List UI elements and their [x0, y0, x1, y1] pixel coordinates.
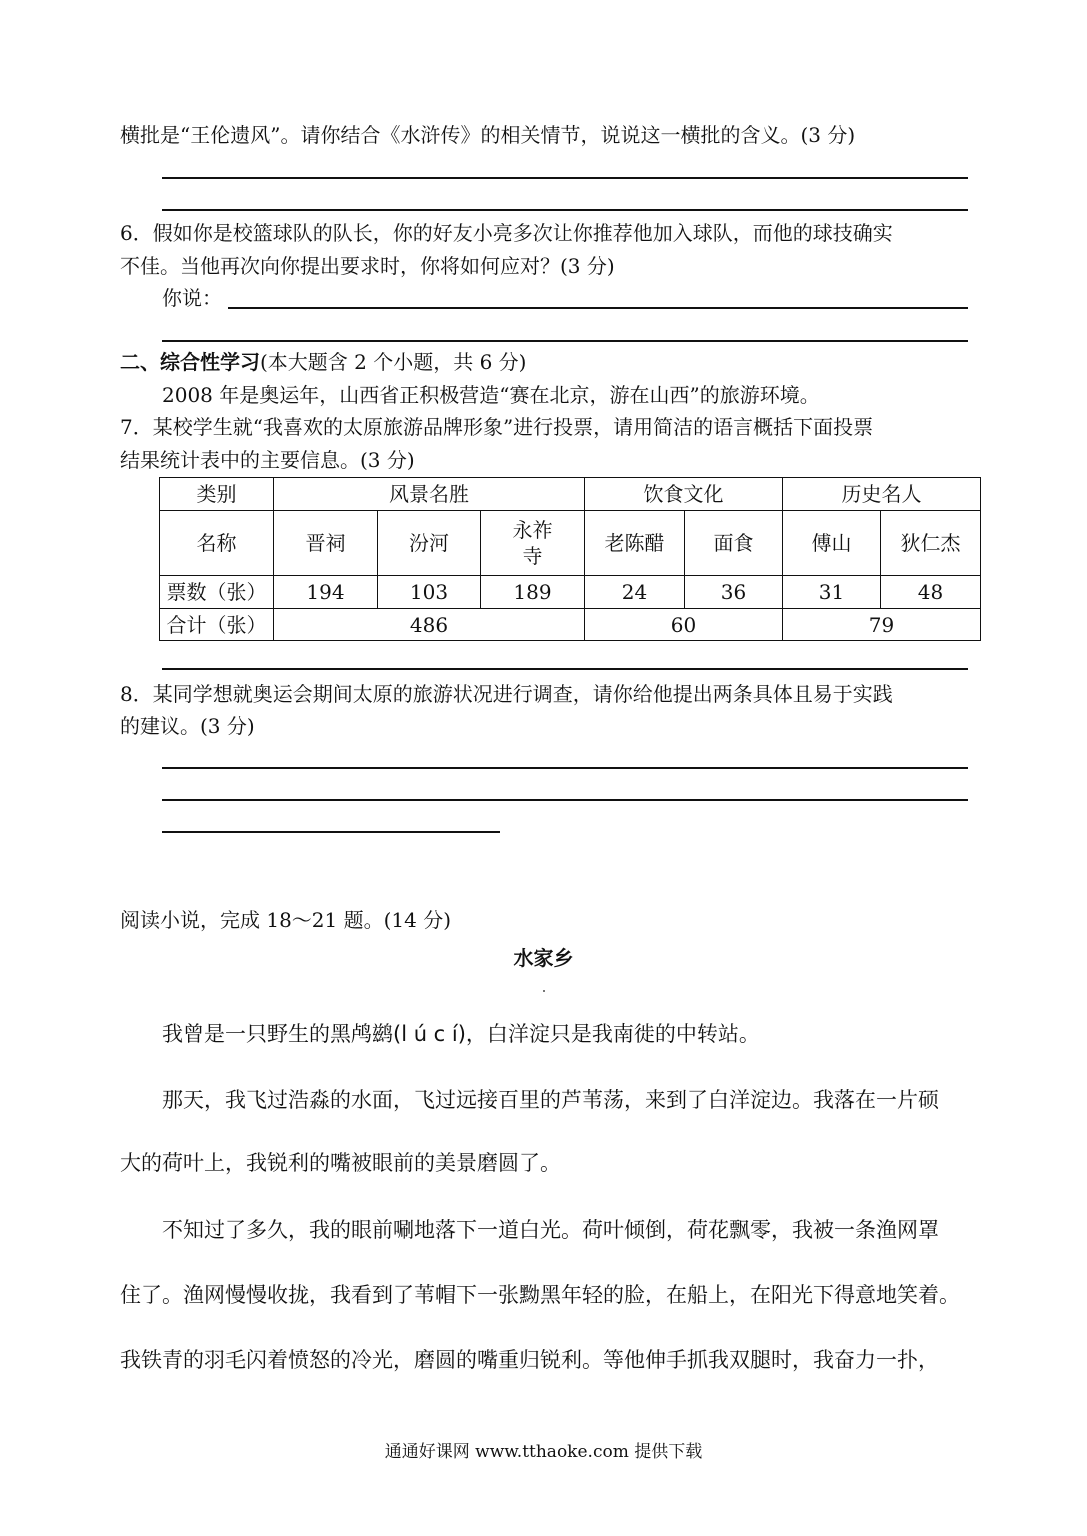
answer-line[interactable] [162, 177, 968, 179]
table-cell: 汾河 [378, 511, 481, 576]
q7-line1: 7．某校学生就“我喜欢的太原旅游品牌形象”进行投票，请用简洁的语言概括下面投票 [120, 415, 874, 439]
table-cell: 60 [585, 609, 783, 641]
story-paragraph: 不知过了多久，我的眼前唰地落下一道白光。荷叶倾倒，荷花飘零，我被一条渔网罩 [162, 1218, 939, 1242]
story-title: 水家乡 [513, 946, 574, 970]
answer-line[interactable] [162, 799, 968, 801]
cell-line: 永祚 [512, 518, 553, 542]
q7-line2: 结果统计表中的主要信息。(3 分) [120, 448, 415, 472]
answer-line[interactable] [162, 668, 968, 670]
answer-line[interactable] [162, 767, 968, 769]
q6-line1: 6．假如你是校篮球队的队长，你的好友小亮多次让你推荐他加入球队，而他的球技确实 [120, 221, 893, 245]
footer-credit: 通通好课网 www.tthaoke.com 提供下载 [384, 1442, 703, 1462]
story-paragraph-cont: 住了。渔网慢慢收拢，我看到了苇帽下一张黝黑年轻的脸，在船上，在阳光下得意地笑着。 [120, 1283, 960, 1307]
table-cell: 票数（张） [160, 576, 274, 609]
vote-table [159, 477, 981, 641]
table-row [160, 576, 981, 609]
story-paragraph-cont: 我铁青的羽毛闪着愤怒的冷光，磨圆的嘴重归锐利。等他伸手抓我双腿时，我奋力一扑， [120, 1348, 939, 1372]
cell-line: 寺 [522, 544, 543, 568]
table-cell: 狄仁杰 [881, 511, 981, 576]
table-cell: 194 [274, 576, 378, 609]
q6-line2: 不佳。当他再次向你提出要求时，你将如何应对？(3 分) [120, 254, 615, 278]
table-cell: 189 [481, 576, 585, 609]
table-cell: 79 [783, 609, 981, 641]
answer-line[interactable] [162, 831, 500, 833]
table-cell: 傅山 [783, 511, 881, 576]
table-cell: 老陈醋 [585, 511, 685, 576]
reading-instruction: 阅读小说，完成 18～21 题。(14 分) [120, 908, 452, 932]
section-heading [120, 348, 526, 376]
answer-line[interactable] [228, 307, 968, 309]
q5-text: 横批是“王伦遗风”。请你结合《水浒传》的相关情节，说说这一横批的含义。(3 分) [120, 123, 856, 147]
story-paragraph-cont: 大的荷叶上，我锐利的嘴被眼前的美景磨圆了。 [120, 1151, 561, 1175]
table-cell: 24 [585, 576, 685, 609]
table-cell: 名称 [160, 511, 274, 576]
speck [543, 990, 545, 992]
table-row [160, 609, 981, 641]
table-cell [481, 511, 585, 576]
table-cell: 类别 [160, 478, 274, 511]
q8-line1: 8．某同学想就奥运会期间太原的旅游状况进行调查，请你给他提出两条具体且易于实践 [120, 682, 893, 706]
table-cell: 31 [783, 576, 881, 609]
table-cell: 103 [378, 576, 481, 609]
section-intro: 2008 年是奥运年，山西省正积极营造“赛在北京，游在山西”的旅游环境。 [162, 383, 820, 407]
table-cell: 48 [881, 576, 981, 609]
story-paragraph: 那天，我飞过浩淼的水面，飞过远接百里的芦苇荡，来到了白洋淀边。我落在一片硕 [162, 1088, 939, 1112]
table-cell: 风景名胜 [274, 478, 585, 511]
table-cell: 饮食文化 [585, 478, 783, 511]
q8-line2: 的建议。(3 分) [120, 714, 255, 738]
q6-prompt: 你说： [162, 286, 222, 310]
section-title: 二、综合性学习 [120, 350, 260, 374]
story-paragraph: 我曾是一只野生的黑鸬鹚(l ú c í)，白洋淀只是我南徙的中转站。 [162, 1022, 760, 1046]
table-cell: 面食 [685, 511, 783, 576]
table-cell: 合计（张） [160, 609, 274, 641]
table-row [160, 511, 981, 576]
table-row [160, 478, 981, 511]
table-cell: 晋祠 [274, 511, 378, 576]
answer-line[interactable] [162, 209, 968, 211]
table-cell: 历史名人 [783, 478, 981, 511]
section-note: (本大题含 2 个小题，共 6 分) [260, 350, 527, 374]
table-cell: 36 [685, 576, 783, 609]
answer-line[interactable] [162, 340, 968, 342]
table-cell: 486 [274, 609, 585, 641]
